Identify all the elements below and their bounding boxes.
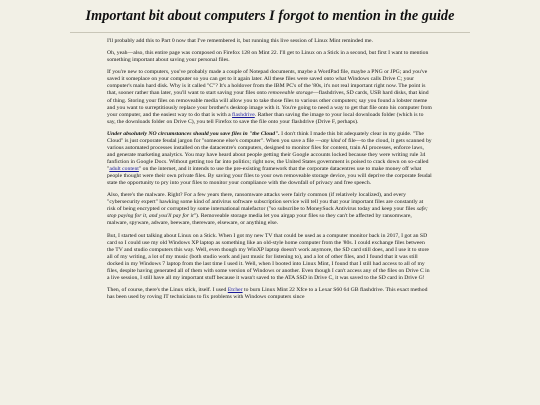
paragraph-text: " on the internet, and it intends to use the pre-existing framework that the corporate datacentres use to make money off what people thought were their own private files. By saving your files to your own removeable storage device, you will deprive the corporate feudal state the opportunity to pry into your files to monitor your compliance with the downfall of privacy and free speech. — [107, 166, 432, 187]
adult-content-link[interactable]: adult content — [109, 166, 139, 173]
paragraph-text: I don't think I made this bit adequately clear in my guide. "The Cloud" is just corporate feudal jargon for "someone else's computer". When you save a file — — [107, 130, 424, 144]
page-title: Important bit about computers I forgot to mention in the guide — [85, 8, 455, 24]
paragraph-text: of file—to the cloud, it gets scanned by various automated processes installed on the datacentre's computers, designed to monitor files for content, train AI processes, enforce laws, and generate marketing analytics. You may have heard about people getting their Google accounts locked because they were writing rule 34 fanfiction in Google Docs. Without getting too far into politics; right now, the United States government is poised to crack down on so-called " — [107, 137, 432, 173]
paragraph-linux-stick — [107, 287, 432, 301]
title-divider — [70, 32, 470, 33]
page-header — [0, 0, 540, 36]
article-body — [107, 38, 432, 405]
etcher-link[interactable]: Etcher — [227, 287, 243, 294]
paragraph-removeable-storage — [107, 69, 432, 125]
cloud-warning-heading: Under absolutely NO circumstances should you save files in "the Cloud". — [107, 130, 280, 137]
emphasis-text: safe; stop paying for it, and you'll pay for it — [107, 206, 428, 220]
flashdrive-link[interactable]: flashdrive — [232, 111, 255, 118]
paragraph-intro: I'll probably add this to Part 0 now that I've remembered it, but running this live session of Linux Mint reminded me. — [107, 38, 373, 44]
paragraph-cloud-warning — [107, 131, 432, 187]
paragraph-text: . Rather than saving the image to your local downloads folder (which is to say, the downloads folder on Drive C), you tell Firefox to save the file onto your flashdrive (Drive F, perhaps). — [107, 111, 424, 125]
paragraph-text: "). Removeable storage media let you airgap your files so they can't be affected by ransomware, malware, spyware, adware, beeware, thereware, elseware, or anything else. — [107, 213, 412, 227]
paragraph-text: —flashdrives, SD cards, USB hard disks, that kind of thing. Storing your files on removeable media will allow you to take those files to various other computers; say you found a lobster meme and you want to surreptitiously replace your brother's desktop image with it. You're going to need a way to get that file onto his computer from your computer, and the easiest way to do that is with a — [107, 90, 432, 118]
emphasis-text: any kind — [321, 137, 341, 144]
paragraph-text: If you're new to computers, you've probably made a couple of Notepad documents, maybe a WordPad file, maybe a PNG or JPG; and you've saved it someplace on your computer so you can get to it again later. All these files were saved onto what Windows calls Drive C; your computer's main hard disk. Why is it called "C"? It's a holdover from the IBM PC's of the '80s, it's not real important right now. The point is that, sooner rather than later, you'll want to start saving your files onto — [107, 69, 428, 97]
emphasis-text: removeable storage — [268, 90, 313, 97]
paragraph-firefox-note: Oh, yeah—also, this entire page was composed on Firefox 128 on Mint 22. I'll get to Linux on a Stick in a second, but first I want to mention something important about saving your personal files. — [107, 50, 429, 64]
paragraph-text: Then, of course, there's the Linux stick, itself. I used — [107, 287, 228, 294]
paragraph-text: Also, there's the malware. Right? For a few years there, ransomware attacks were fairly common (if relatively localized), and every "cybersecurity expert" hawking some kind of antivirus software subscription service will tell you that your important files are constantly at risk of being encrypted or corrupted by some international malefactor ("so subscribe to MoneySuck Antivirus today and keep your files — [107, 192, 424, 213]
paragraph-text: to burn Linux Mint 22 Xfce to a Lexar S60 64 GB flashdrive. This exact method has been used by roving IT technicians to fix problems with Windows computers since — [107, 287, 428, 301]
paragraph-linux-on-a-stick: But, I started out talking about Linux on a Stick. When I got my new TV that could be used as a computer monitor back in 2017, I got an SD card so I could use my old Windows XP laptop as something like an old-style home computer from the '80s. I could exchange files between the TV and studio computers this way. Well, even though my WinXP laptop doesn't work anymore, the SD card still does, and I use it to store all of my writing, a lot of my music (both studio work and just music for listening to), and a lot of other files, and I found that it was still docked in my Windows 7 laptop from the last time I used it. Well, when I booted into Linux Mint, I found that I still had access to all of my files, despite having generated all of them with some version of Windows or another. Even though I can't access any of the files on Drive C in a live session, I still have all my important stuff because it wasn't saved to the ATA SSD in Drive C, it was saved to the SD card in Drive G! — [107, 232, 430, 281]
paragraph-malware — [107, 192, 432, 227]
